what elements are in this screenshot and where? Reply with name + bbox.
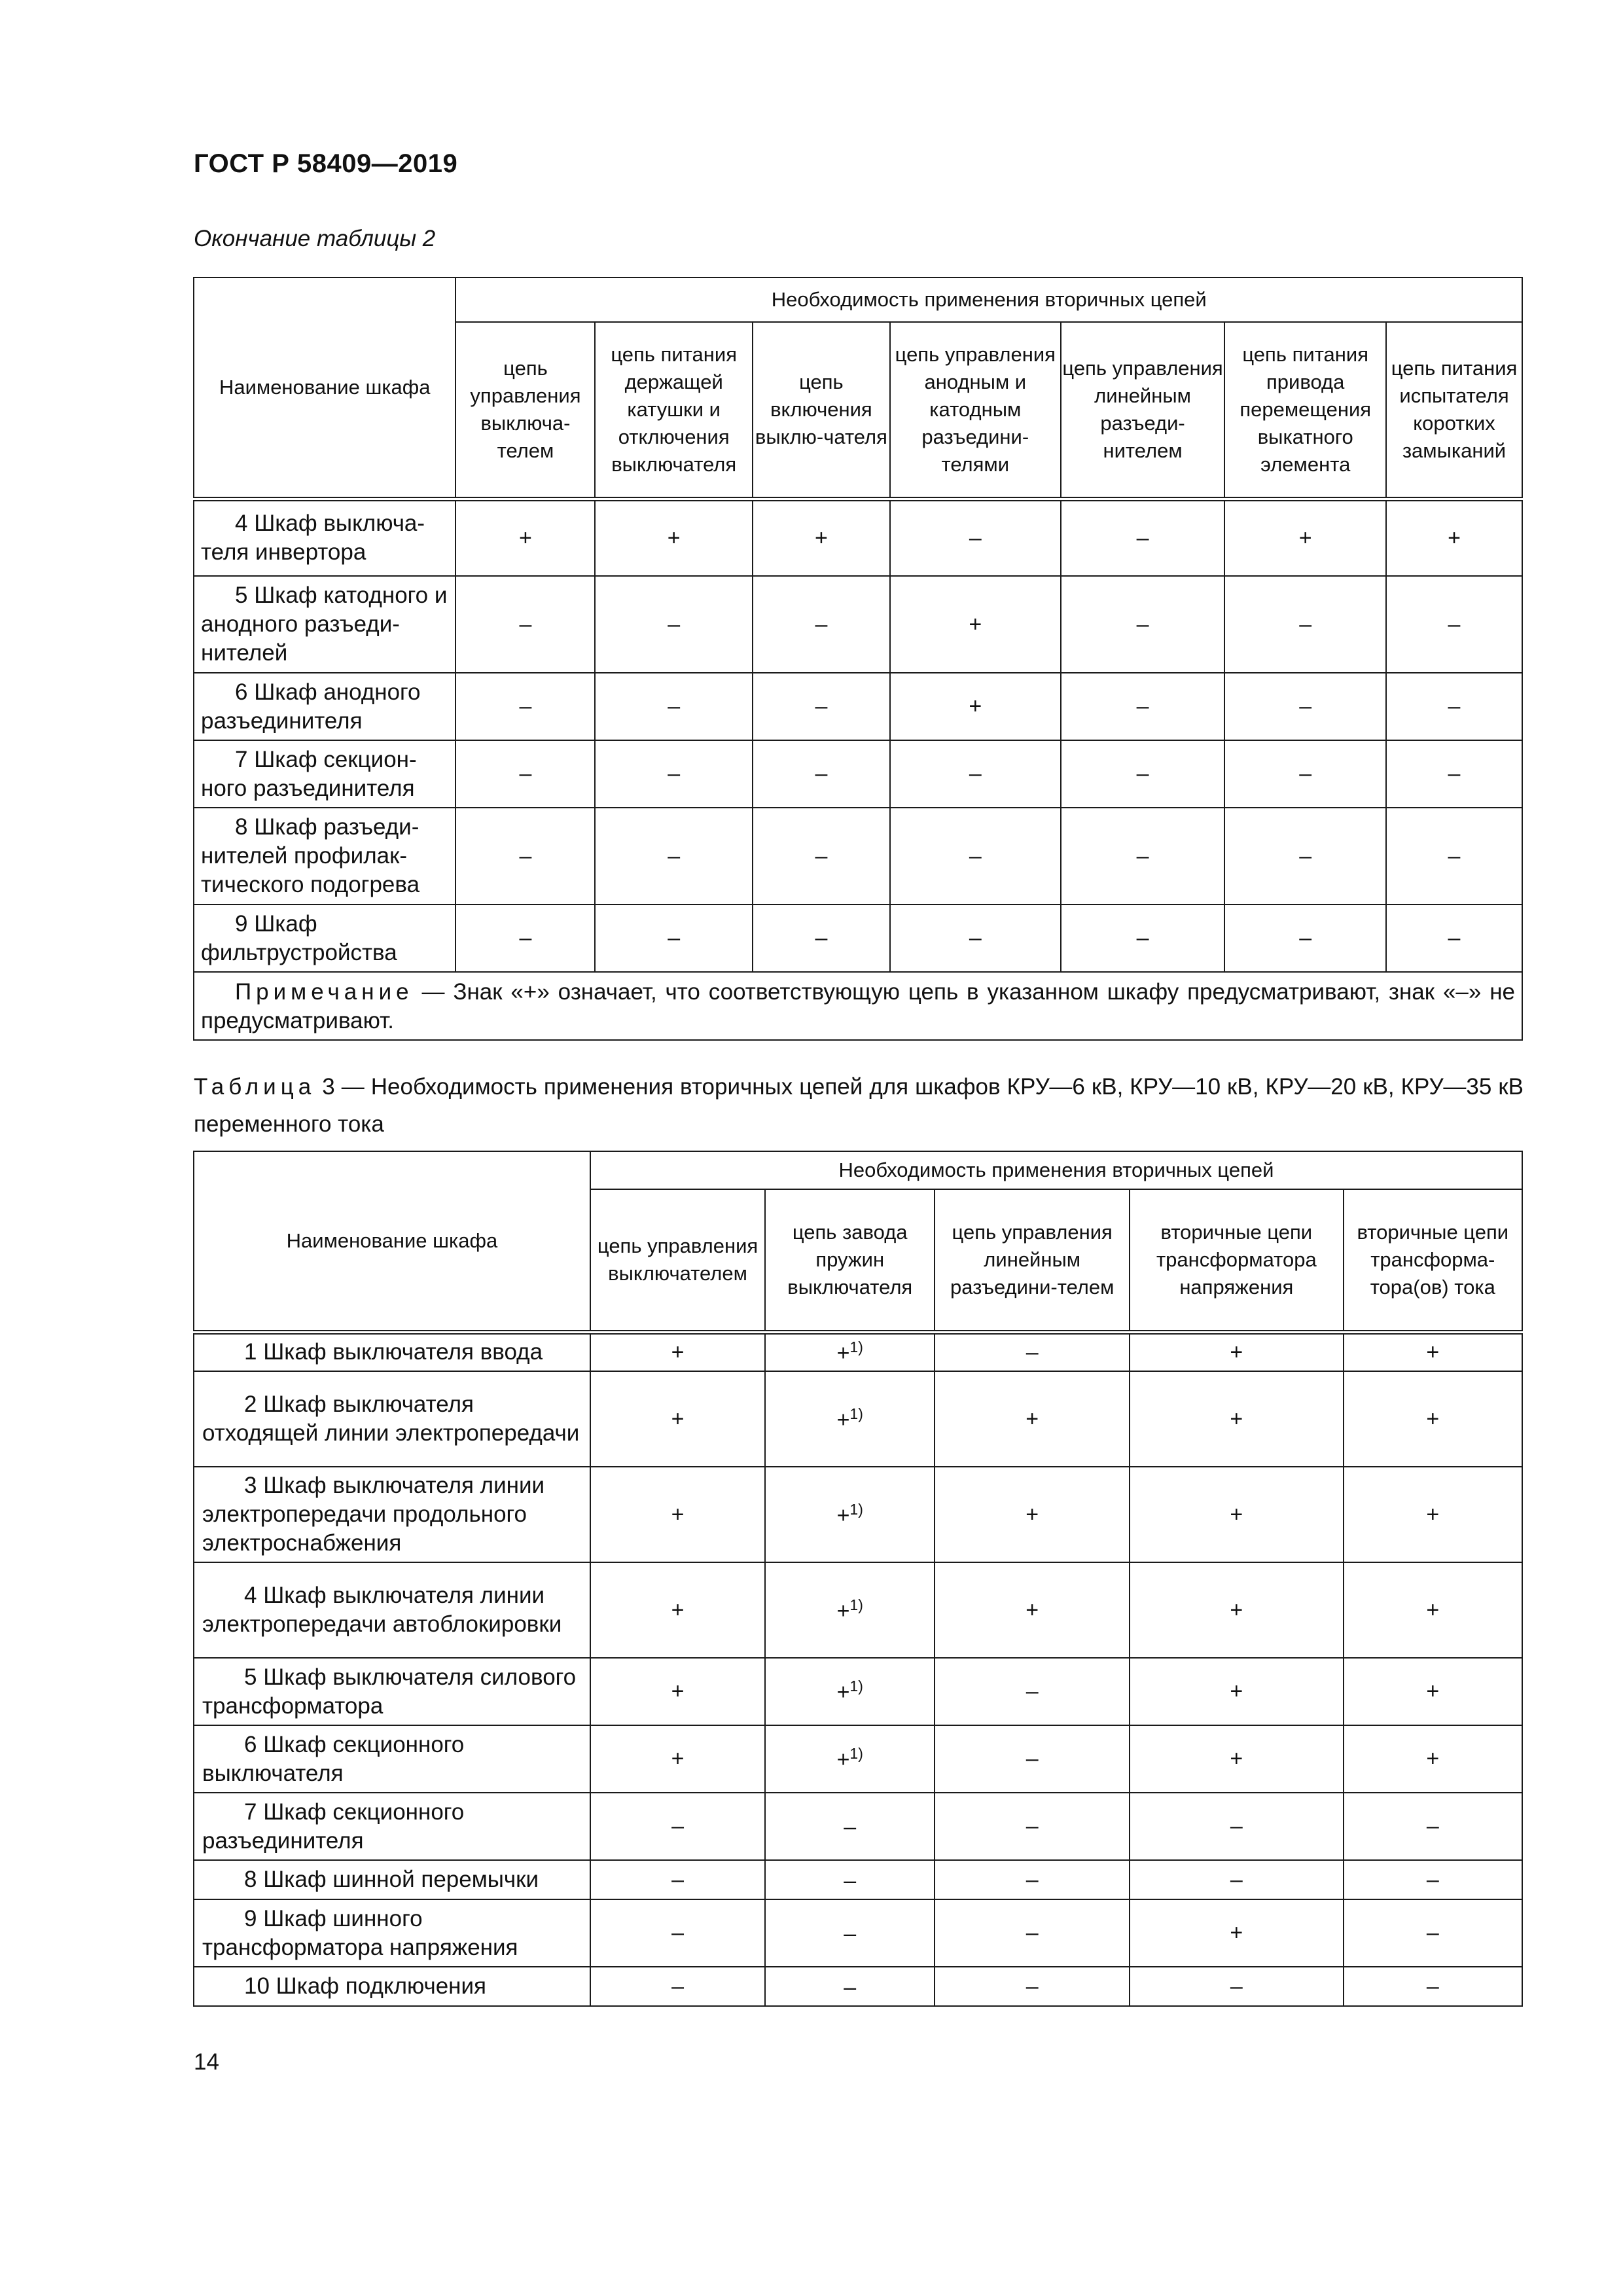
value-cell: + [890, 576, 1061, 673]
value-cell: – [753, 576, 890, 673]
value-cell: + [590, 1371, 765, 1467]
note-label: Примечание [235, 979, 414, 1005]
value-cell: – [753, 673, 890, 740]
value-cell: – [1130, 1860, 1343, 1899]
table3 [193, 1151, 1523, 2007]
value-cell: – [753, 905, 890, 972]
row-name-cell: 6 Шкаф секционного выключателя [194, 1725, 590, 1793]
value-cell: – [1344, 1793, 1522, 1860]
row-name-cell: 2 Шкаф выключателя отходящей линии электропередачи [194, 1371, 590, 1467]
table3-column-header: вторичные цепи трансформа-тора(ов) тока [1344, 1189, 1522, 1332]
table-row [194, 740, 1522, 808]
value-cell: + [1344, 1562, 1522, 1658]
table2-column-header: цепь питания привода перемещения выкатного элемента [1224, 322, 1386, 499]
table3-group-header: Необходимость применения вторичных цепей [590, 1151, 1522, 1189]
table2-name-header: Наименование шкафа [194, 278, 455, 499]
table-row [194, 1332, 1522, 1371]
value-cell: – [765, 1899, 935, 1967]
value-cell: – [1386, 576, 1522, 673]
table-row [194, 1562, 1522, 1658]
row-name-cell: 3 Шкаф выключателя линии электропередачи продольного электроснабжения [194, 1467, 590, 1562]
value-cell: +$^{1)}$ [765, 1332, 935, 1371]
document-header: ГОСТ Р 58409—2019 [194, 149, 458, 178]
value-cell: – [1130, 1793, 1343, 1860]
value-cell: + [935, 1371, 1130, 1467]
value-cell: – [935, 1793, 1130, 1860]
table3-column-header: цепь завода пружин выключателя [765, 1189, 935, 1332]
value-cell: – [765, 1860, 935, 1899]
value-cell: + [1344, 1658, 1522, 1725]
table2-column-header: цепь управления анодным и катодным разъедини-телями [890, 322, 1061, 499]
value-cell: + [935, 1562, 1130, 1658]
value-cell: +$^{1)}$ [765, 1658, 935, 1725]
table2-column-header: цепь управления линейным разъеди-нителем [1061, 322, 1225, 499]
value-cell: – [1061, 673, 1225, 740]
value-cell: + [590, 1562, 765, 1658]
value-cell: – [890, 905, 1061, 972]
table2-group-header: Необходимость применения вторичных цепей [455, 278, 1522, 322]
value-cell: – [590, 1899, 765, 1967]
value-cell: – [1224, 576, 1386, 673]
value-cell: +$^{1)}$ [765, 1467, 935, 1562]
value-cell: – [1061, 808, 1225, 905]
value-cell: – [595, 808, 752, 905]
row-name-cell: 7 Шкаф секцион-ного разъединителя [194, 740, 455, 808]
row-name-cell: 8 Шкаф шинной перемычки [194, 1860, 590, 1899]
value-cell: – [1061, 499, 1225, 576]
value-cell: – [455, 673, 595, 740]
value-cell: + [1344, 1332, 1522, 1371]
value-cell: – [595, 905, 752, 972]
page-number: 14 [194, 2049, 219, 2075]
value-cell: – [1386, 740, 1522, 808]
table3-column-header: цепь управления выключателем [590, 1189, 765, 1332]
value-cell: – [753, 808, 890, 905]
value-cell: + [590, 1332, 765, 1371]
value-cell: – [935, 1967, 1130, 2006]
value-cell: + [1130, 1725, 1343, 1793]
value-cell: – [455, 740, 595, 808]
table-row [194, 1899, 1522, 1967]
table2 [193, 277, 1523, 1041]
table-row [194, 1658, 1522, 1725]
table-note-row [194, 972, 1522, 1040]
value-cell: – [1061, 740, 1225, 808]
footnote-ref: 1) [849, 1745, 863, 1763]
row-name-cell: 7 Шкаф секционного разъединителя [194, 1793, 590, 1860]
value-cell: – [935, 1899, 1130, 1967]
table-row [194, 1860, 1522, 1899]
value-cell: – [890, 808, 1061, 905]
value-cell: – [590, 1967, 765, 2006]
row-name-cell: 1 Шкаф выключателя ввода [194, 1332, 590, 1371]
value-cell: – [1386, 808, 1522, 905]
footnote-ref: 1) [849, 1677, 863, 1695]
value-cell: + [1130, 1332, 1343, 1371]
value-cell: + [1130, 1658, 1343, 1725]
value-cell: – [935, 1658, 1130, 1725]
table-row [194, 905, 1522, 972]
value-cell: +$^{1)}$ [765, 1371, 935, 1467]
table2-note [194, 972, 1522, 1040]
row-name-cell: 9 Шкаф шинного трансформатора напряжения [194, 1899, 590, 1967]
table3-column-header: цепь управления линейным разъедини-телем [935, 1189, 1130, 1332]
table-row [194, 1371, 1522, 1467]
value-cell: + [1224, 499, 1386, 576]
value-cell: + [1130, 1371, 1343, 1467]
table-row [194, 499, 1522, 576]
footnote-ref: 1) [849, 1596, 863, 1613]
value-cell: – [1344, 1860, 1522, 1899]
footnote-ref: 1) [849, 1338, 863, 1356]
value-cell: + [590, 1658, 765, 1725]
value-cell: – [590, 1793, 765, 1860]
row-name-cell: 4 Шкаф выключа-теля инвертора [194, 499, 455, 576]
table-row [194, 673, 1522, 740]
value-cell: + [1130, 1899, 1343, 1967]
table-row [194, 808, 1522, 905]
table3-caption-text: 3 — Необходимость применения вторичных цепей для шкафов КРУ—6 кВ, КРУ—10 кВ, КРУ—20 кВ, КРУ—35 кВ переменного тока [194, 1074, 1524, 1137]
table3-column-header: вторичные цепи трансформатора напряжения [1130, 1189, 1343, 1332]
value-cell: – [1061, 576, 1225, 673]
value-cell: + [935, 1467, 1130, 1562]
value-cell: + [753, 499, 890, 576]
value-cell: – [765, 1793, 935, 1860]
footnote-ref: 1) [849, 1500, 863, 1518]
value-cell: – [1130, 1967, 1343, 2006]
table-row [194, 1793, 1522, 1860]
value-cell: – [1061, 905, 1225, 972]
value-cell: + [1386, 499, 1522, 576]
value-cell: – [1386, 905, 1522, 972]
table3-caption [194, 1068, 1524, 1143]
value-cell: + [1130, 1467, 1343, 1562]
value-cell: – [1386, 673, 1522, 740]
table2-caption: Окончание таблицы 2 [194, 226, 436, 251]
row-name-cell: 5 Шкаф катодного и анодного разъеди-нителей [194, 576, 455, 673]
value-cell: – [890, 499, 1061, 576]
note-text: — Знак «+» означает, что соответствующую цепь в указанном шкафу предусматривают, знак «–» не предусматривают. [201, 979, 1515, 1033]
table-row [194, 1467, 1522, 1562]
value-cell: + [590, 1725, 765, 1793]
table3-caption-label: Таблица [194, 1074, 316, 1100]
table2-column-header: цепь питания держащей катушки и отключения выключателя [595, 322, 752, 499]
table-row [194, 1725, 1522, 1793]
table2-column-header: цепь питания испытателя коротких замыканий [1386, 322, 1522, 499]
table2-column-header: цепь включения выклю-чателя [753, 322, 890, 499]
value-cell: – [1224, 808, 1386, 905]
table2-column-header: цепь управления выключа-телем [455, 322, 595, 499]
value-cell: + [1344, 1371, 1522, 1467]
footnote-ref: 1) [849, 1405, 863, 1422]
table-row [194, 576, 1522, 673]
row-name-cell: 9 Шкаф фильтрустройства [194, 905, 455, 972]
value-cell: + [590, 1467, 765, 1562]
value-cell: – [455, 576, 595, 673]
value-cell: – [935, 1725, 1130, 1793]
value-cell: + [1344, 1725, 1522, 1793]
table3-name-header: Наименование шкафа [194, 1151, 590, 1332]
value-cell: + [890, 673, 1061, 740]
row-name-cell: 4 Шкаф выключателя линии электропередачи автоблокировки [194, 1562, 590, 1658]
value-cell: – [935, 1332, 1130, 1371]
value-cell: – [935, 1860, 1130, 1899]
value-cell: +$^{1)}$ [765, 1725, 935, 1793]
value-cell: – [890, 740, 1061, 808]
value-cell: + [455, 499, 595, 576]
row-name-cell: 5 Шкаф выключателя силового трансформатора [194, 1658, 590, 1725]
row-name-cell: 6 Шкаф анодного разъединителя [194, 673, 455, 740]
value-cell: – [1224, 673, 1386, 740]
value-cell: + [1130, 1562, 1343, 1658]
value-cell: – [590, 1860, 765, 1899]
value-cell: – [765, 1967, 935, 2006]
value-cell: – [1224, 740, 1386, 808]
value-cell: – [753, 740, 890, 808]
row-name-cell: 8 Шкаф разъеди-нителей профилак-тического подогрева [194, 808, 455, 905]
value-cell: + [595, 499, 752, 576]
value-cell: – [1344, 1967, 1522, 2006]
value-cell: – [1344, 1899, 1522, 1967]
value-cell: + [1344, 1467, 1522, 1562]
table-row [194, 1967, 1522, 2006]
value-cell: +$^{1)}$ [765, 1562, 935, 1658]
value-cell: – [1224, 905, 1386, 972]
value-cell: – [455, 905, 595, 972]
value-cell: – [455, 808, 595, 905]
value-cell: – [595, 576, 752, 673]
row-name-cell: 10 Шкаф подключения [194, 1967, 590, 2006]
value-cell: – [595, 673, 752, 740]
value-cell: – [595, 740, 752, 808]
